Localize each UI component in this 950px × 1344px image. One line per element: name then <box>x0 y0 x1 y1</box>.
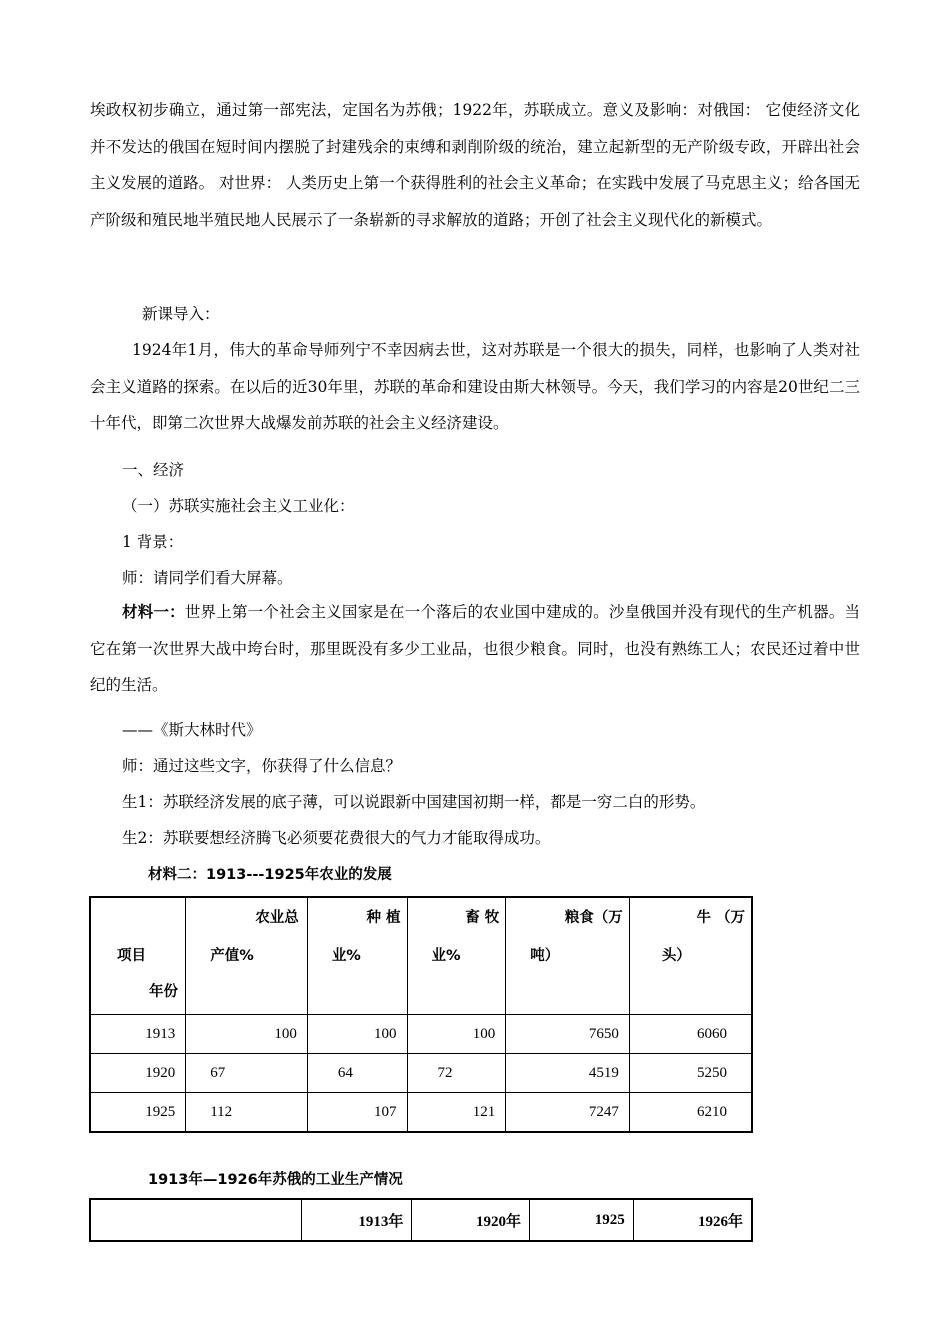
subsection-heading-industrialization: （一）苏联实施社会主义工业化： <box>122 497 355 515</box>
cell-value: 100 <box>407 1015 506 1054</box>
table1-caption: 材料二：1913---1925年农业的发展 <box>148 867 392 883</box>
header-1920: 1920年 <box>412 1199 530 1241</box>
cell-value: 121 <box>407 1093 506 1133</box>
cell-value: 67 <box>186 1054 308 1093</box>
agriculture-table <box>89 896 753 1133</box>
material-one <box>90 594 860 704</box>
header-empty-cell <box>90 1199 301 1241</box>
student-line-2: 生2：苏联要想经济腾飞必须要花费很大的气力才能取得成功。 <box>122 829 551 847</box>
item-background: 1 背景： <box>122 533 184 551</box>
cell-value: 100 <box>307 1015 407 1054</box>
cell-value: 72 <box>407 1054 506 1093</box>
row-year: 1920 <box>90 1054 186 1093</box>
header-col1-a: 农业总 <box>255 910 299 926</box>
cell-value: 5250 <box>629 1054 752 1093</box>
header-col5-a: 牛 （万 <box>696 910 745 926</box>
header-col1-b: 产值% <box>210 948 254 964</box>
header-col3-b: 业% <box>431 948 461 964</box>
table-row <box>90 1054 752 1093</box>
cell-value: 7247 <box>506 1093 630 1133</box>
cell-value: 7650 <box>506 1015 630 1054</box>
paragraph-soviet-establishment: 埃政权初步确立，通过第一部宪法，定国名为苏俄；1922年，苏联成立。意义及影响：对俄国： 它使经济文化并不发达的俄国在短时间内摆脱了封建残余的束缚和剥削阶级的统治，建立起新型的无产阶级专政，开辟出社会主义发展的道路。 对世界： 人类历史上第一个获得胜利的社会主义革命；在实践中发展了马克思主义；给各国无产阶级和殖民地半殖民地人民展示了一条崭新的寻求解放的道路；开创了社会主义现代化的新模式。 <box>90 101 860 229</box>
header-item: 项目 <box>117 948 146 964</box>
cell-value: 4519 <box>506 1054 630 1093</box>
row-year: 1913 <box>90 1015 186 1054</box>
section-heading-economy: 一、经济 <box>122 461 185 479</box>
material-one-text: 世界上第一个社会主义国家是在一个落后的农业国中建成的。沙皇俄国并没有现代的生产机器。当它在第一次世界大战中垮台时，那里既没有多少工业品，也很少粮食。同时，也没有熟练工人；农民还过着中世纪的生活。 <box>90 603 860 694</box>
cell-value: 6210 <box>629 1093 752 1133</box>
header-col2-a: 种 植 <box>366 910 401 926</box>
industry-table <box>89 1198 753 1242</box>
header-col5-b: 头） <box>661 948 691 964</box>
student-line-1: 生1：苏联经济发展的底子薄，可以说跟新中国建国初期一样，都是一穷二白的形势。 <box>122 793 706 811</box>
paragraph-intro: 1924年1月，伟大的革命导师列宁不幸因病去世，这对苏联是一个很大的损失，同样，也影响了人类对社会主义道路的探索。在以后的近30年里，苏联的革命和建设由斯大林领导。今天，我们学习的内容是20世纪二三十年代，即第二次世界大战爆发前苏联的社会主义经济建设。 <box>90 341 860 432</box>
teacher-line-2: 师：通过这些文字，你获得了什么信息？ <box>122 757 402 775</box>
teacher-line-1: 师：请同学们看大屏幕。 <box>122 569 293 587</box>
header-1926: 1926年 <box>633 1199 752 1241</box>
source-citation: ——《斯大林时代》 <box>122 721 262 739</box>
cell-value: 6060 <box>629 1015 752 1054</box>
header-col4-b: 吨） <box>530 948 560 964</box>
table2-caption: 1913年—1926年苏俄的工业生产情况 <box>148 1172 403 1188</box>
table-row <box>90 1093 752 1133</box>
cell-value: 64 <box>307 1054 407 1093</box>
cell-value: 112 <box>186 1093 308 1133</box>
row-year: 1925 <box>90 1093 186 1133</box>
table-header-row <box>90 1199 752 1241</box>
table-row <box>90 1015 752 1054</box>
header-col4-a: 粮食（万 <box>564 910 623 926</box>
cell-value: 107 <box>307 1093 407 1133</box>
material-one-label: 材料一： <box>122 602 185 621</box>
header-col3-a: 畜 牧 <box>465 910 500 926</box>
table-header-row <box>90 897 752 1015</box>
header-col2-b: 业% <box>331 948 361 964</box>
header-year: 年份 <box>149 984 178 1000</box>
cell-value: 100 <box>186 1015 308 1054</box>
header-1913: 1913年 <box>301 1199 412 1241</box>
intro-label: 新课导入： <box>142 305 220 323</box>
header-1925: 1925 <box>530 1199 634 1241</box>
